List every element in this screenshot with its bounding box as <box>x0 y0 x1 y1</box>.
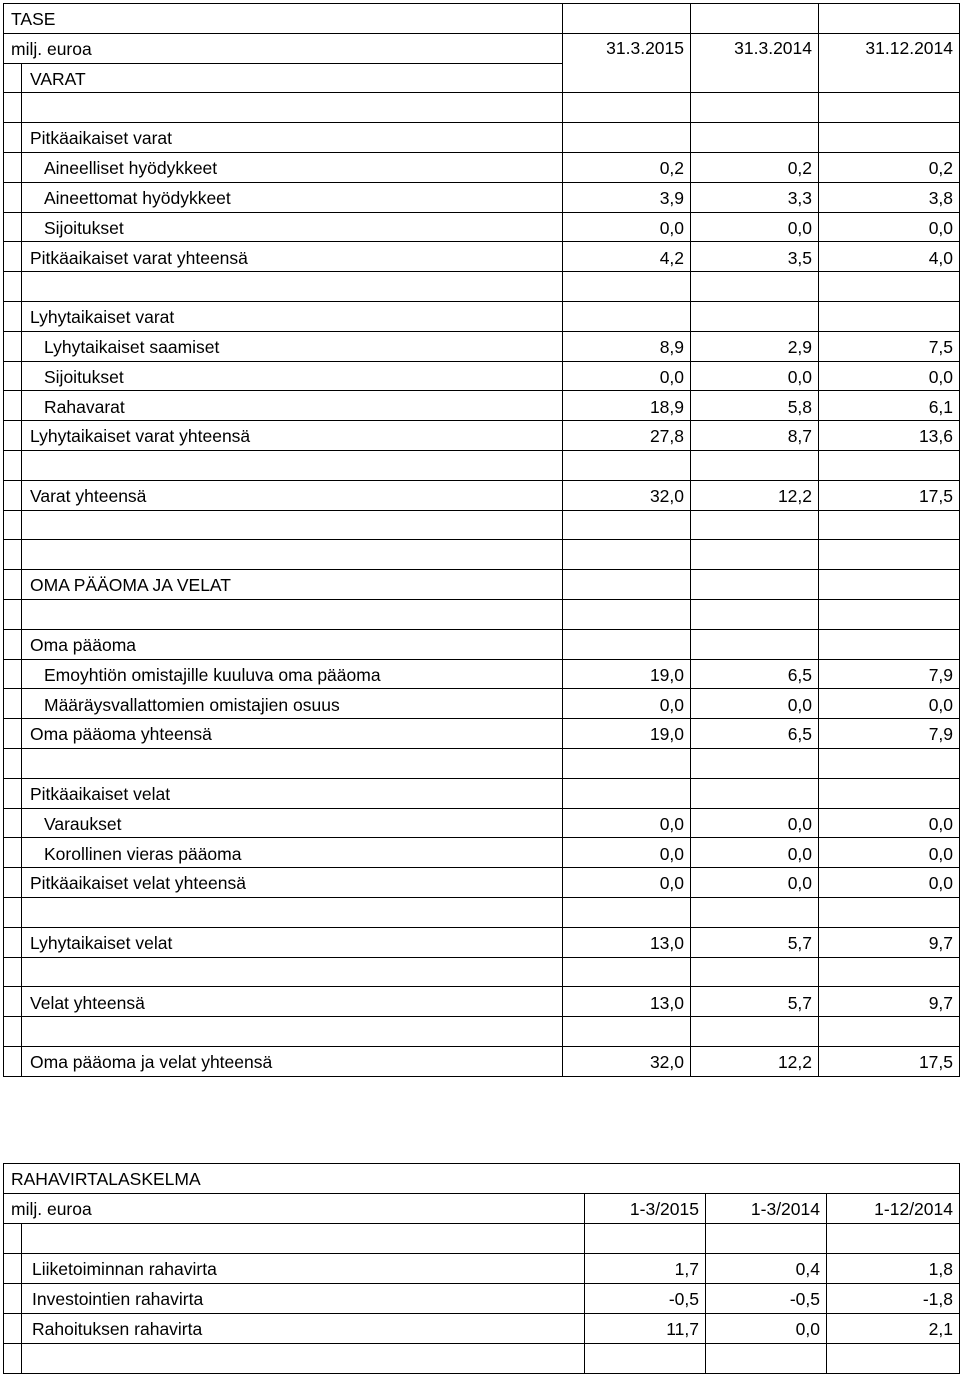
row-value: 0,0 <box>691 838 819 868</box>
row-value <box>819 510 960 540</box>
table-row <box>4 808 960 838</box>
row-value: 5,7 <box>691 987 819 1017</box>
row-label: Määräysvallattomien omistajien osuus <box>22 689 563 719</box>
row-label: Oma pääoma yhteensä <box>22 719 563 749</box>
table-row <box>4 182 960 212</box>
table-row <box>4 987 960 1017</box>
empty-cell <box>4 182 22 212</box>
row-value: 11,7 <box>585 1314 706 1344</box>
row-value: 0,0 <box>563 868 691 898</box>
empty-cell <box>4 480 22 510</box>
row-value <box>827 1224 960 1254</box>
row-value: -0,5 <box>706 1284 827 1314</box>
row-value <box>819 957 960 987</box>
row-value <box>691 629 819 659</box>
empty-cell <box>4 1224 22 1254</box>
balance-sheet-body <box>4 4 960 1077</box>
empty-cell <box>4 63 22 93</box>
row-value <box>691 570 819 600</box>
row-value: 13,0 <box>563 987 691 1017</box>
row-label <box>22 450 563 480</box>
row-label: Lyhytaikaiset saamiset <box>22 331 563 361</box>
table-row <box>4 212 960 242</box>
row-value: 13,0 <box>563 927 691 957</box>
table-row <box>4 480 960 510</box>
row-value: 6,5 <box>691 659 819 689</box>
empty-cell <box>4 987 22 1017</box>
row-value <box>563 93 691 123</box>
empty-cell <box>4 212 22 242</box>
table-row <box>4 659 960 689</box>
row-label: Pitkäaikaiset varat <box>22 123 563 153</box>
row-label: Varaukset <box>22 808 563 838</box>
empty-row <box>4 748 960 778</box>
table-row <box>4 391 960 421</box>
row-value <box>819 599 960 629</box>
table-row <box>4 301 960 331</box>
row-label <box>22 957 563 987</box>
empty-cell <box>4 1344 22 1374</box>
row-value <box>819 570 960 600</box>
row-label: Oma pääoma <box>22 629 563 659</box>
empty-row <box>4 957 960 987</box>
balance-sheet-title: TASE <box>4 4 563 34</box>
row-label: Aineettomat hyödykkeet <box>22 182 563 212</box>
table-row <box>4 778 960 808</box>
column-header-2: 31.3.2014 <box>691 33 819 93</box>
table-row <box>4 1254 960 1284</box>
table-row <box>4 629 960 659</box>
row-value: 32,0 <box>563 1046 691 1076</box>
empty-cell <box>4 242 22 272</box>
empty-cell <box>4 1046 22 1076</box>
row-value: 0,0 <box>691 868 819 898</box>
row-value <box>563 570 691 600</box>
section-assets-label: VARAT <box>22 63 563 93</box>
balance-sheet-title-row <box>4 4 960 34</box>
row-value: 8,7 <box>691 421 819 451</box>
row-value: 17,5 <box>819 1046 960 1076</box>
row-label <box>22 1017 563 1047</box>
row-value: 6,5 <box>691 719 819 749</box>
row-value: 27,8 <box>563 421 691 451</box>
row-value: 12,2 <box>691 1046 819 1076</box>
row-label: Liiketoiminnan rahavirta <box>22 1254 585 1284</box>
row-label: Sijoitukset <box>22 361 563 391</box>
row-value <box>706 1344 827 1374</box>
empty-cell <box>4 868 22 898</box>
column-header-1: 31.3.2015 <box>563 33 691 93</box>
row-value <box>691 510 819 540</box>
row-label: Lyhytaikaiset varat yhteensä <box>22 421 563 451</box>
row-value: 8,9 <box>563 331 691 361</box>
table-row <box>4 719 960 749</box>
cash-flow-title: RAHAVIRTALASKELMA <box>4 1164 960 1194</box>
empty-cell <box>563 4 691 34</box>
table-row <box>4 570 960 600</box>
row-value: 0,2 <box>819 152 960 182</box>
table-row <box>4 152 960 182</box>
row-value: 4,2 <box>563 242 691 272</box>
empty-cell <box>4 123 22 153</box>
row-value: 3,5 <box>691 242 819 272</box>
balance-sheet-unit-row <box>4 33 960 63</box>
row-value <box>563 748 691 778</box>
row-value: 1,8 <box>827 1254 960 1284</box>
empty-cell <box>4 272 22 302</box>
row-value <box>819 629 960 659</box>
row-label <box>22 540 563 570</box>
row-value: 3,8 <box>819 182 960 212</box>
cash-flow-unit: milj. euroa <box>4 1194 585 1224</box>
row-label: Rahoituksen rahavirta <box>22 1314 585 1344</box>
empty-cell <box>4 152 22 182</box>
empty-row <box>4 540 960 570</box>
row-value <box>563 897 691 927</box>
cash-flow-title-row <box>4 1164 960 1194</box>
cash-flow-unit-row <box>4 1194 960 1224</box>
row-value <box>691 599 819 629</box>
row-value: 0,0 <box>563 689 691 719</box>
empty-row <box>4 1344 960 1374</box>
empty-cell <box>4 361 22 391</box>
row-value: 1,7 <box>585 1254 706 1284</box>
row-value <box>819 748 960 778</box>
balance-sheet-unit: milj. euroa <box>4 33 563 63</box>
row-value <box>563 1017 691 1047</box>
empty-row <box>4 272 960 302</box>
empty-cell <box>4 808 22 838</box>
row-label: Pitkäaikaiset velat <box>22 778 563 808</box>
row-label <box>22 599 563 629</box>
table-row <box>4 331 960 361</box>
row-value <box>819 1017 960 1047</box>
row-value <box>819 778 960 808</box>
cash-flow-table <box>3 1163 960 1374</box>
empty-row <box>4 1017 960 1047</box>
table-row <box>4 1046 960 1076</box>
empty-row <box>4 1224 960 1254</box>
row-value <box>563 272 691 302</box>
row-value: 12,2 <box>691 480 819 510</box>
row-label: Sijoitukset <box>22 212 563 242</box>
row-value <box>585 1344 706 1374</box>
empty-cell <box>4 570 22 600</box>
row-value: 5,8 <box>691 391 819 421</box>
empty-cell <box>4 93 22 123</box>
row-value <box>691 272 819 302</box>
row-value <box>691 748 819 778</box>
row-value <box>691 897 819 927</box>
row-value <box>563 450 691 480</box>
row-value: 0,0 <box>563 838 691 868</box>
row-value: 0,0 <box>819 868 960 898</box>
table-row <box>4 868 960 898</box>
row-label: OMA PÄÄOMA JA VELAT <box>22 570 563 600</box>
row-value: 3,9 <box>563 182 691 212</box>
empty-cell <box>691 4 819 34</box>
row-value <box>819 93 960 123</box>
row-value: 0,2 <box>691 152 819 182</box>
row-value <box>563 510 691 540</box>
row-value: 0,0 <box>819 212 960 242</box>
row-value: 0,0 <box>691 212 819 242</box>
empty-cell <box>4 629 22 659</box>
row-value: 0,0 <box>563 212 691 242</box>
empty-cell <box>4 540 22 570</box>
row-label: Velat yhteensä <box>22 987 563 1017</box>
row-label <box>22 897 563 927</box>
row-value <box>819 540 960 570</box>
row-value: 32,0 <box>563 480 691 510</box>
row-value: 0,0 <box>819 361 960 391</box>
row-value: 0,2 <box>563 152 691 182</box>
empty-cell <box>819 4 960 34</box>
row-value: 18,9 <box>563 391 691 421</box>
empty-cell <box>4 331 22 361</box>
empty-row <box>4 450 960 480</box>
row-value: 0,0 <box>691 808 819 838</box>
row-label: Lyhytaikaiset varat <box>22 301 563 331</box>
empty-cell <box>4 897 22 927</box>
table-row <box>4 421 960 451</box>
row-value <box>691 957 819 987</box>
row-label: Lyhytaikaiset velat <box>22 927 563 957</box>
row-label: Oma pääoma ja velat yhteensä <box>22 1046 563 1076</box>
row-value <box>706 1224 827 1254</box>
row-value <box>819 123 960 153</box>
row-value: -0,5 <box>585 1284 706 1314</box>
row-value: 4,0 <box>819 242 960 272</box>
empty-cell <box>4 957 22 987</box>
empty-cell <box>4 450 22 480</box>
empty-cell <box>4 301 22 331</box>
row-value <box>819 301 960 331</box>
empty-cell <box>4 1314 22 1344</box>
empty-cell <box>4 1254 22 1284</box>
row-label: Aineelliset hyödykkeet <box>22 152 563 182</box>
row-value: 9,7 <box>819 987 960 1017</box>
row-value: 19,0 <box>563 719 691 749</box>
row-value <box>563 540 691 570</box>
row-value: 19,0 <box>563 659 691 689</box>
row-label: Rahavarat <box>22 391 563 421</box>
table-row <box>4 361 960 391</box>
row-value: 13,6 <box>819 421 960 451</box>
table-row <box>4 123 960 153</box>
empty-cell <box>4 748 22 778</box>
row-label <box>22 272 563 302</box>
row-label <box>22 510 563 540</box>
row-label: Investointien rahavirta <box>22 1284 585 1314</box>
empty-cell <box>4 778 22 808</box>
row-value: 0,0 <box>691 689 819 719</box>
table-row <box>4 242 960 272</box>
row-value: 0,0 <box>563 361 691 391</box>
empty-row <box>4 93 960 123</box>
empty-cell <box>4 659 22 689</box>
empty-cell <box>4 599 22 629</box>
cash-flow-column-header-2: 1-3/2014 <box>706 1194 827 1224</box>
empty-row <box>4 510 960 540</box>
cash-flow-column-header-1: 1-3/2015 <box>585 1194 706 1224</box>
row-value <box>691 540 819 570</box>
row-value: 7,9 <box>819 719 960 749</box>
row-label <box>22 1344 585 1374</box>
row-label <box>22 1224 585 1254</box>
table-row <box>4 838 960 868</box>
row-value: 0,4 <box>706 1254 827 1284</box>
row-value <box>691 123 819 153</box>
empty-cell <box>4 421 22 451</box>
row-value: 0,0 <box>691 361 819 391</box>
row-label: Emoyhtiön omistajille kuuluva oma pääoma <box>22 659 563 689</box>
table-row <box>4 689 960 719</box>
row-value <box>691 93 819 123</box>
row-value <box>691 450 819 480</box>
row-label: Korollinen vieras pääoma <box>22 838 563 868</box>
row-value <box>819 897 960 927</box>
row-value <box>563 301 691 331</box>
row-value: 7,9 <box>819 659 960 689</box>
row-value: 7,5 <box>819 331 960 361</box>
row-value: 0,0 <box>819 689 960 719</box>
empty-cell <box>4 838 22 868</box>
row-label: Pitkäaikaiset varat yhteensä <box>22 242 563 272</box>
row-value <box>691 301 819 331</box>
row-value <box>585 1224 706 1254</box>
empty-row <box>4 897 960 927</box>
row-value: 0,0 <box>706 1314 827 1344</box>
row-label <box>22 93 563 123</box>
empty-cell <box>4 689 22 719</box>
row-value: 0,0 <box>563 808 691 838</box>
row-value: 2,9 <box>691 331 819 361</box>
row-label: Pitkäaikaiset velat yhteensä <box>22 868 563 898</box>
row-value <box>819 272 960 302</box>
row-value: 5,7 <box>691 927 819 957</box>
table-row <box>4 927 960 957</box>
row-value <box>563 123 691 153</box>
row-value <box>563 599 691 629</box>
cash-flow-column-header-3: 1-12/2014 <box>827 1194 960 1224</box>
row-value <box>819 450 960 480</box>
empty-cell <box>4 1017 22 1047</box>
column-header-3: 31.12.2014 <box>819 33 960 93</box>
row-value: 17,5 <box>819 480 960 510</box>
row-label <box>22 748 563 778</box>
row-value <box>691 778 819 808</box>
row-value: 0,0 <box>819 838 960 868</box>
balance-sheet-table <box>3 3 960 1077</box>
row-value: 2,1 <box>827 1314 960 1344</box>
empty-cell <box>4 719 22 749</box>
row-value <box>563 778 691 808</box>
row-value <box>827 1344 960 1374</box>
empty-cell <box>4 1284 22 1314</box>
cash-flow-body <box>4 1164 960 1374</box>
empty-cell <box>4 927 22 957</box>
row-value: 6,1 <box>819 391 960 421</box>
row-value <box>563 629 691 659</box>
empty-cell <box>4 391 22 421</box>
row-value: 9,7 <box>819 927 960 957</box>
empty-cell <box>4 510 22 540</box>
row-value <box>691 1017 819 1047</box>
empty-row <box>4 599 960 629</box>
table-row <box>4 1314 960 1344</box>
row-value: 0,0 <box>819 808 960 838</box>
row-value <box>563 957 691 987</box>
row-label: Varat yhteensä <box>22 480 563 510</box>
row-value: -1,8 <box>827 1284 960 1314</box>
table-row <box>4 1284 960 1314</box>
row-value: 3,3 <box>691 182 819 212</box>
